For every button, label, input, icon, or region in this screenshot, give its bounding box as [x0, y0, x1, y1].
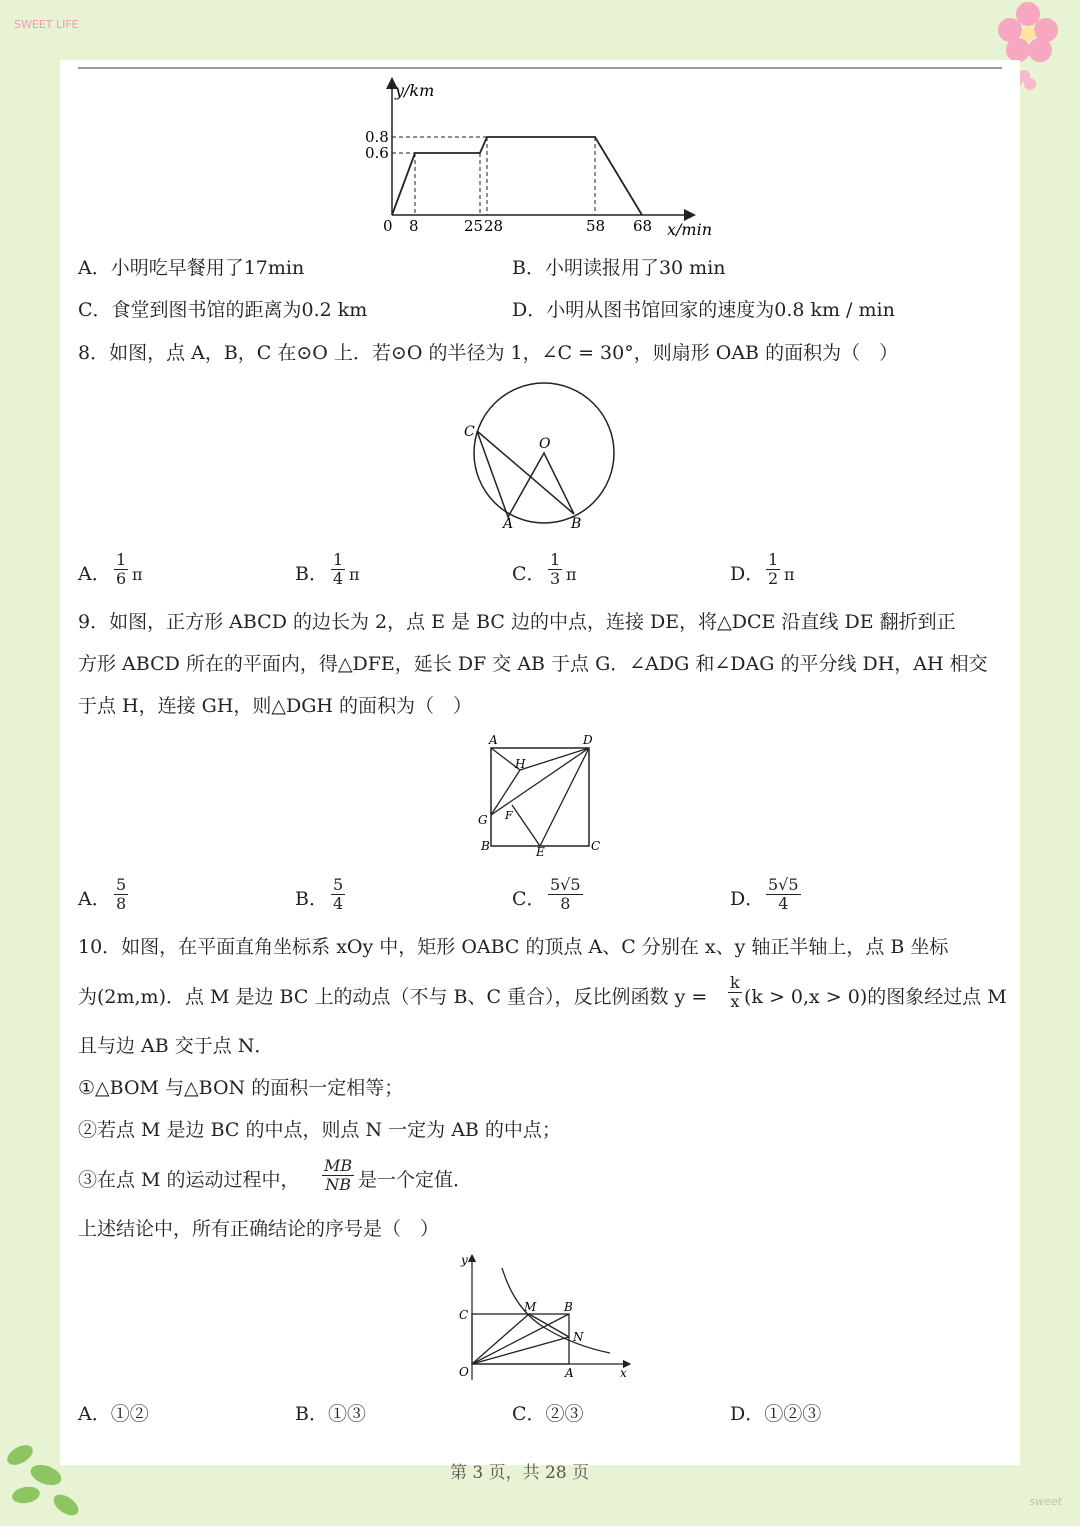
y-axis-label: y/km: [395, 81, 435, 100]
q9-line-1: 9．如图，正方形 ABCD 的边长为 2，点 E 是 BC 边的中点，连接 DE，将△DCE 沿直线 DE 翻折到正: [78, 611, 956, 633]
svg-text:C: C: [459, 1308, 469, 1322]
svg-text:F: F: [505, 809, 513, 822]
q10-statement-3-fraction: $\frac{MB}{NB}$: [324, 1156, 353, 1194]
q8-option-d-pi: π: [784, 565, 795, 584]
q8-option-a-letter: A．: [78, 563, 111, 585]
svg-text:B: B: [481, 839, 490, 853]
distance-time-graph: [355, 78, 725, 243]
x-axis-label: x/min: [667, 220, 713, 239]
q10-option-a: A．①②: [78, 1403, 149, 1425]
svg-text:A: A: [503, 516, 514, 532]
svg-text:G: G: [478, 813, 488, 827]
svg-text:O: O: [459, 1365, 469, 1379]
q9-line-3: 于点 H，连接 GH，则△DGH 的面积为（ ）: [78, 695, 473, 717]
y-tick-label: 0.6: [365, 144, 389, 162]
svg-text:E: E: [536, 845, 545, 859]
q8-circle-figure: [460, 378, 630, 536]
q8-option-a-pi: π: [132, 565, 143, 584]
q9-option-d-fraction: $\frac{5√5}{4}$: [768, 875, 799, 913]
svg-text:C: C: [464, 424, 475, 440]
q10-line-1: 10．如图，在平面直角坐标系 xOy 中，矩形 OABC 的顶点 A、C 分别在 x、y 轴正半轴上，点 B 坐标: [78, 936, 949, 958]
q8-option-d-fraction: $\frac{1}{2}$: [768, 550, 779, 588]
svg-text:D: D: [583, 733, 593, 747]
svg-text:x: x: [620, 1366, 627, 1380]
q7-option-c: C．食堂到图书馆的距离为0.2 km: [78, 299, 368, 321]
svg-text:B: B: [564, 1300, 573, 1314]
q9-option-c-fraction: $\frac{5√5}{8}$: [550, 875, 581, 913]
q9-square-figure: [475, 730, 610, 860]
svg-text:y: y: [461, 1253, 468, 1267]
q10-statement-1: ①△BOM 与△BON 的面积一定相等；: [78, 1077, 404, 1099]
q9-option-a-fraction: $\frac{5}{8}$: [116, 875, 127, 913]
q10-line-2b: (k > 0,x > 0)的图象经过点 M: [744, 986, 1007, 1008]
corner-brand-text: SWEET LIFE: [14, 18, 79, 31]
q8-stem: 8．如图，点 A，B，C 在⊙O 上．若⊙O 的半径为 1，∠C = 30°，则扇形 OAB 的面积为（ ）: [78, 342, 899, 364]
graph-line: [392, 137, 642, 215]
q8-option-c-fraction: $\frac{1}{3}$: [550, 550, 561, 588]
q9-option-b-letter: B．: [295, 888, 328, 910]
x-tick-label: 25: [464, 217, 484, 235]
q10-statement-2: ②若点 M 是边 BC 的中点，则点 N 一定为 AB 的中点；: [78, 1119, 561, 1141]
svg-text:C: C: [591, 839, 601, 853]
q10-statement-3b: 是一个定值．: [358, 1169, 473, 1191]
svg-text:A: A: [489, 733, 498, 747]
q8-option-b-pi: π: [349, 565, 360, 584]
x-tick-label: 0: [383, 217, 393, 235]
q10-question: 上述结论中，所有正确结论的序号是（ ）: [78, 1218, 440, 1240]
svg-text:H: H: [515, 757, 526, 771]
corner-brand-text-2: sweet: [1029, 1495, 1062, 1508]
q10-option-c: C．②③: [512, 1403, 584, 1425]
q10-line-2a: 为(2m,m)．点 M 是边 BC 上的动点（不与 B、C 重合），反比例函数 y =: [78, 986, 708, 1008]
x-tick-label: 68: [633, 217, 653, 235]
x-tick-label: 8: [409, 217, 419, 235]
q9-option-b-fraction: $\frac{5}{4}$: [333, 875, 344, 913]
svg-text:O: O: [539, 436, 551, 452]
q9-option-a-letter: A．: [78, 888, 111, 910]
q8-option-c-letter: C．: [512, 563, 546, 585]
x-tick-label: 58: [586, 217, 606, 235]
q8-option-b-letter: B．: [295, 563, 328, 585]
svg-text:N: N: [573, 1330, 584, 1344]
q10-coordinate-figure: [445, 1250, 635, 1385]
q8-option-d-letter: D．: [730, 563, 765, 585]
q10-line-3: 且与边 AB 交于点 N．: [78, 1035, 274, 1057]
q10-function-fraction: $\frac{k}{x}$: [730, 973, 740, 1011]
q8-option-a-fraction: $\frac{1}{6}$: [116, 550, 127, 588]
page-footer: 第 3 页，共 28 页: [450, 1463, 590, 1483]
q7-option-a: A．小明吃早餐用了17min: [78, 257, 305, 279]
svg-text:A: A: [565, 1366, 574, 1380]
q9-line-2: 方形 ABCD 所在的平面内，得△DFE，延长 DF 交 AB 于点 G．∠ADG 和∠DAG 的平分线 DH，AH 相交: [78, 653, 988, 675]
q7-option-b: B．小明读报用了30 min: [512, 257, 726, 279]
x-tick-label: 28: [484, 217, 504, 235]
q9-option-c-letter: C．: [512, 888, 546, 910]
q10-option-b: B．①③: [295, 1403, 366, 1425]
q9-option-d-letter: D．: [730, 888, 765, 910]
q10-statement-3a: ③在点 M 的运动过程中，: [78, 1169, 300, 1191]
q10-option-d: D．①②③: [730, 1403, 822, 1425]
q8-option-b-fraction: $\frac{1}{4}$: [333, 550, 344, 588]
q8-option-c-pi: π: [566, 565, 577, 584]
header-rule: [78, 67, 1002, 69]
q7-option-d: D．小明从图书馆回家的速度为0.8 km / min: [512, 299, 895, 321]
y-tick-label: 0.8: [365, 128, 389, 146]
svg-text:M: M: [524, 1300, 537, 1314]
svg-text:B: B: [571, 516, 582, 532]
